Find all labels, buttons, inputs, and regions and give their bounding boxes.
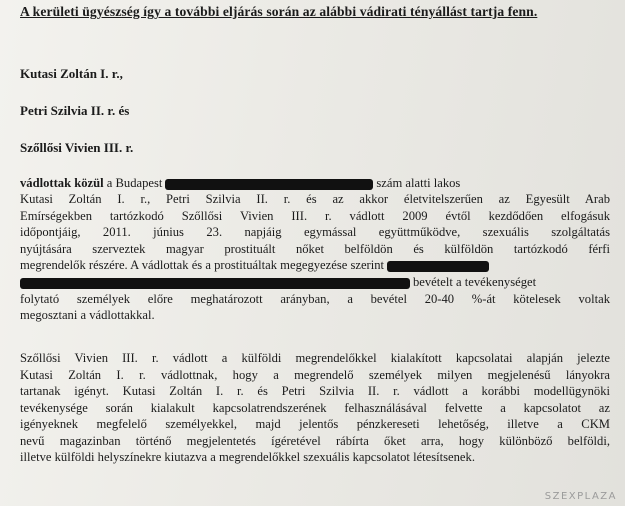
agreement-text: megrendelők részére. A vádlottak és a prostituáltak megegyezése szerint [20, 258, 385, 272]
paragraph-1-line [20, 275, 610, 289]
redaction-bar [165, 179, 373, 190]
defendant-2: Petri Szilvia II. r. és [20, 103, 130, 118]
paragraph-2-line: Szőllősi Vivien III. r. vádlott a külföldi megrendelőkkel kialakított kapcsolatai alapján jelezte [20, 351, 610, 365]
paragraph-2-line: nevű magazinban történő megjelentetés ígéretével rábírta őket arra, hogy különböző belföldi, [20, 434, 610, 448]
paragraph-2-line: Kutasi Zoltán I. r. vádlottnak, hogy a megrendelő személyek milyen megjelenésű lányokra [20, 368, 610, 382]
document-heading: A kerületi ügyészség így a további eljárás során az alábbi vádirati tényállást tartja fenn. [20, 4, 538, 19]
paragraph-1-line: Kutasi Zoltán I. r., Petri Szilvia II. r. és az akkor életvitelszerűen az Egyesült Arab [20, 192, 610, 206]
watermark: SZEXPLAZA [544, 491, 617, 502]
address-prefix: a Budapest [103, 176, 163, 190]
income-text: bevételt a tevékenységet [413, 275, 537, 289]
paragraph-1-line [20, 258, 610, 272]
paragraph-2-line: tevékenysége során kialakult kapcsolatrendszerének felhasználásával felvette a kapcsolatot az [20, 401, 610, 415]
paragraph-2-line: illetve külföldi helyszínekre kiutazva a megrendelőkkel szexuális kapcsolatot létesítsenek. [20, 450, 475, 464]
defendant-3: Szőllősi Vivien III. r. [20, 140, 134, 155]
defendant-1: Kutasi Zoltán I. r., [20, 66, 123, 81]
address-suffix: szám alatti lakos [376, 176, 461, 190]
paragraph-1-line: Emírségekben tartózkodó Szőllősi Vivien III. r. vádlott 2009 évtől kezdődően elfogásuk [20, 209, 610, 223]
paragraph-1-line: időpontjáig, 2011. június 23. napjáig egymással együttműködve, szexuális szolgáltatás [20, 225, 610, 239]
redaction-bar [20, 278, 410, 289]
paragraph-2-line: igényeknek megfelelő személyekkel, majd jelentős pénzkereseti lehetőség, illetve a CKM [20, 417, 610, 431]
paragraph-2-line: tartanak igényt. Kutasi Zoltán I. r. és Petri Szilvia II. r. vádlott a korábbi modellügynöki [20, 384, 610, 398]
paragraph-1-line: nyújtására szerveztek magyar prostituált nőket belföldön és külföldön tartózkodó férfi [20, 242, 610, 256]
paragraph-1-line [20, 176, 610, 190]
defendants-intro: vádlottak közül [20, 176, 104, 190]
paragraph-1-line: megosztani a vádlottakkal. [20, 308, 155, 322]
redaction-bar [387, 261, 489, 272]
paragraph-1-line: folytató személyek előre meghatározott arányban, a bevétel 20-40 %-át kötelesek voltak [20, 292, 610, 306]
